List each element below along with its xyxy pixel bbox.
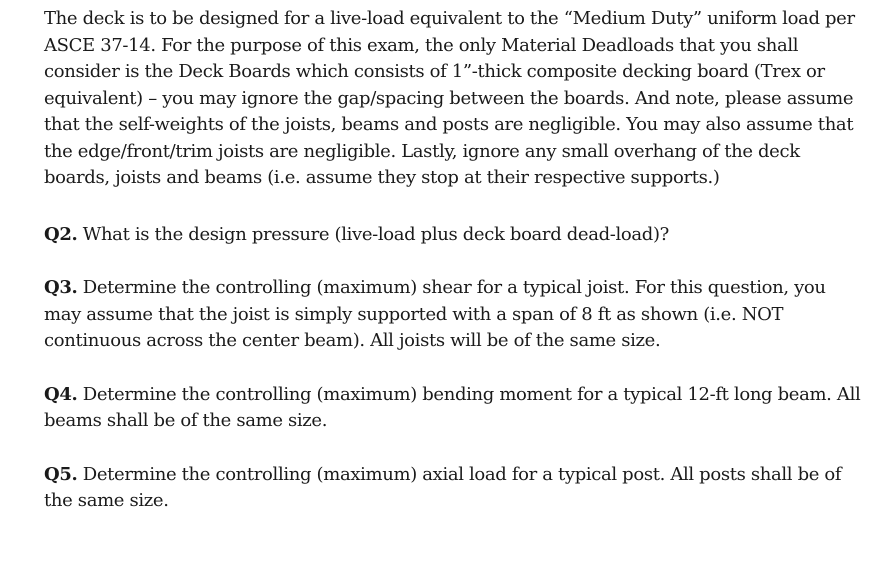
- question-2: [44, 222, 864, 249]
- question-3-number: Q3.: [44, 277, 78, 298]
- question-5: [44, 462, 864, 515]
- question-3: [44, 275, 864, 355]
- question-5-number: Q5.: [44, 463, 78, 485]
- question-3-text: Determine the controlling (maximum) shear for a typical joist. For this question, you may assume that the joist is simply supported with a span of 8 ft as shown (i.e. NOT continuous across the center beam). All joists will be of the same size.: [44, 277, 826, 351]
- question-4-number: Q4.: [44, 383, 78, 405]
- question-2-number: Q2.: [44, 223, 78, 245]
- question-4: [44, 382, 864, 435]
- document-page: [44, 6, 864, 515]
- intro-paragraph: The deck is to be designed for a live-load equivalent to the “Medium Duty” uniform load per ASCE 37-14. For the purpose of this exam, the only Material Deadloads that you shall consider is the Deck Boards which consists of 1”-thick composite decking board (Trex or equivalent) – you may ignore the gap/spacing between the boards. And note, please assume that the self-weights of the joists, beams and posts are negligible. You may also assume that the edge/front/trim joists are negligible. Lastly, ignore any small overhang of the deck boards, joists and beams (i.e. assume they stop at their respective supports.): [44, 8, 855, 188]
- question-5-text: Determine the controlling (maximum) axial load for a typical post. All posts shall be of the same size.: [44, 463, 842, 511]
- question-4-text: Determine the controlling (maximum) bending moment for a typical 12-ft long beam. All beams shall be of the same size.: [44, 383, 861, 431]
- question-2-text: What is the design pressure (live-load plus deck board dead-load)?: [77, 223, 669, 245]
